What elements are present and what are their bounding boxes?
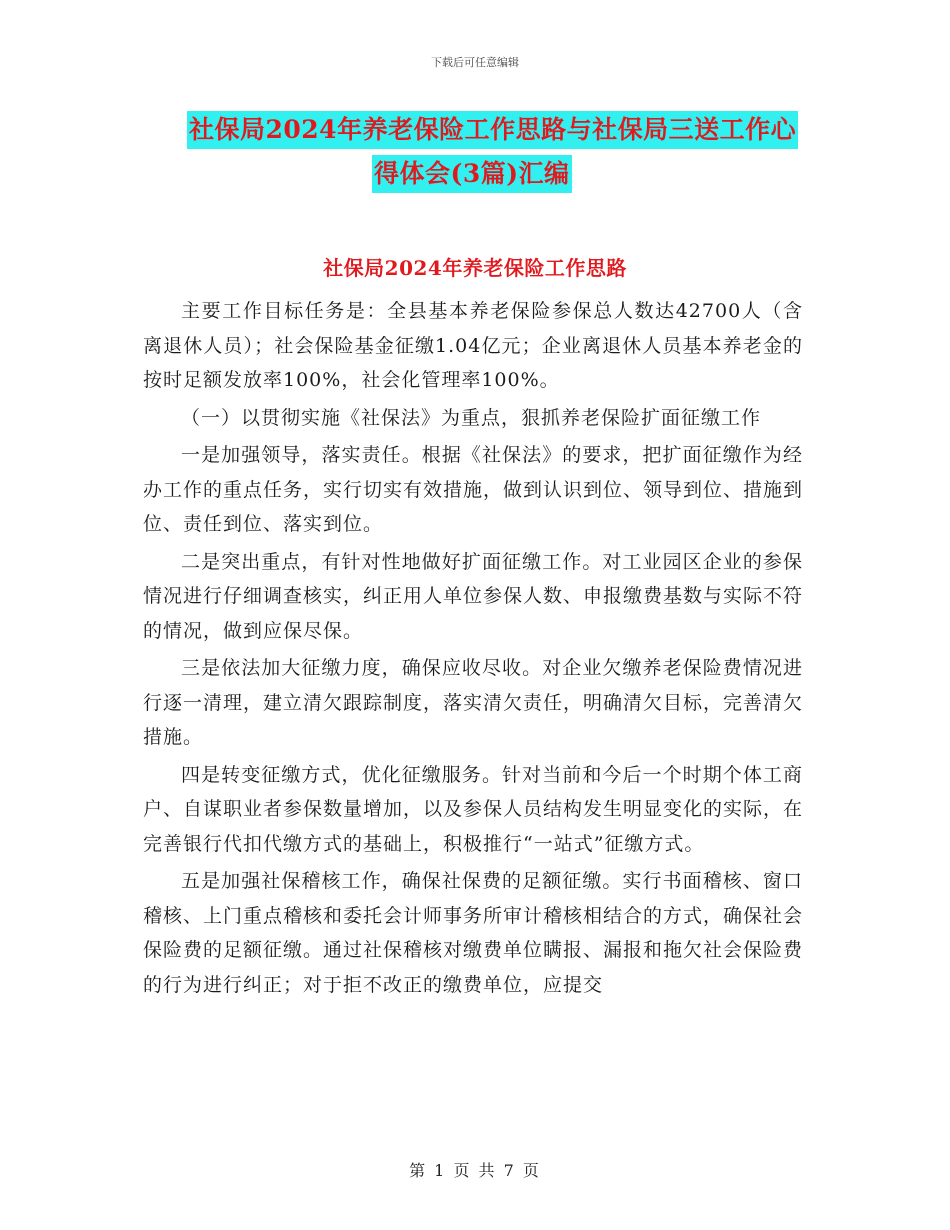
paragraph-item-4: 四是转变征缴方式，优化征缴服务。针对当前和今后一个时期个体工商户、自谋职业者参保数量增加，以及参保人员结构发生明显变化的实际，在完善银行代扣代缴方式的基础上，积极推行“一站式”征缴方式。 xyxy=(143,763,804,855)
paragraph-item-1: 一是加强领导，落实责任。根据《社保法》的要求，把扩面征缴作为经办工作的重点任务，实行切实有效措施，做到认识到位、领导到位、措施到位、责任到位、落实到位。 xyxy=(143,444,804,535)
paragraph-item-2: 二是突出重点，有针对性地做好扩面征缴工作。对工业园区企业的参保情况进行仔细调查核实，纠正用人单位参保人数、申报缴费基数与实际不符的情况，做到应保尽保。 xyxy=(143,550,804,642)
document-body xyxy=(143,294,803,1005)
paragraph-subheading-1: （一）以贯彻实施《社保法》为重点，狠抓养老保险扩面征缴工作 xyxy=(181,406,762,429)
paragraph-item-3: 三是依法加大征缴力度，确保应收尽收。对企业欠缴养老保险费情况进行逐一清理，建立清欠跟踪制度，落实清欠责任，明确清欠目标，完善清欠措施。 xyxy=(143,657,804,748)
section-heading: 社保局2024年养老保险工作思路 xyxy=(323,256,627,280)
paragraph-item-5: 五是加强社保稽核工作，确保社保费的足额征缴。实行书面稽核、窗口稽核、上门重点稽核和委托会计师事务所审计稽核相结合的方式，确保社会保险费的足额征缴。通过社保稽核对缴费单位瞒报、漏报和拖欠社会保险费的行为进行纠正；对于拒不改正的缴费单位，应提交 xyxy=(143,870,804,996)
page-header-note: 下载后可任意编辑 xyxy=(431,56,519,69)
paragraph-goals: 主要工作目标任务是：全县基本养老保险参保总人数达42700人（含离退休人员）；社会保险基金征缴1.04亿元；企业离退休人员基本养老金的按时足额发放率100%，社会化管理率100%。 xyxy=(143,300,803,391)
page-footer-number: 第 1 页 共 7 页 xyxy=(409,1161,541,1180)
document-title-line-1: 社保局2024年养老保险工作思路与社保局三送工作心 xyxy=(187,111,798,149)
document-title-line-2: 得体会(3篇)汇编 xyxy=(372,155,572,193)
